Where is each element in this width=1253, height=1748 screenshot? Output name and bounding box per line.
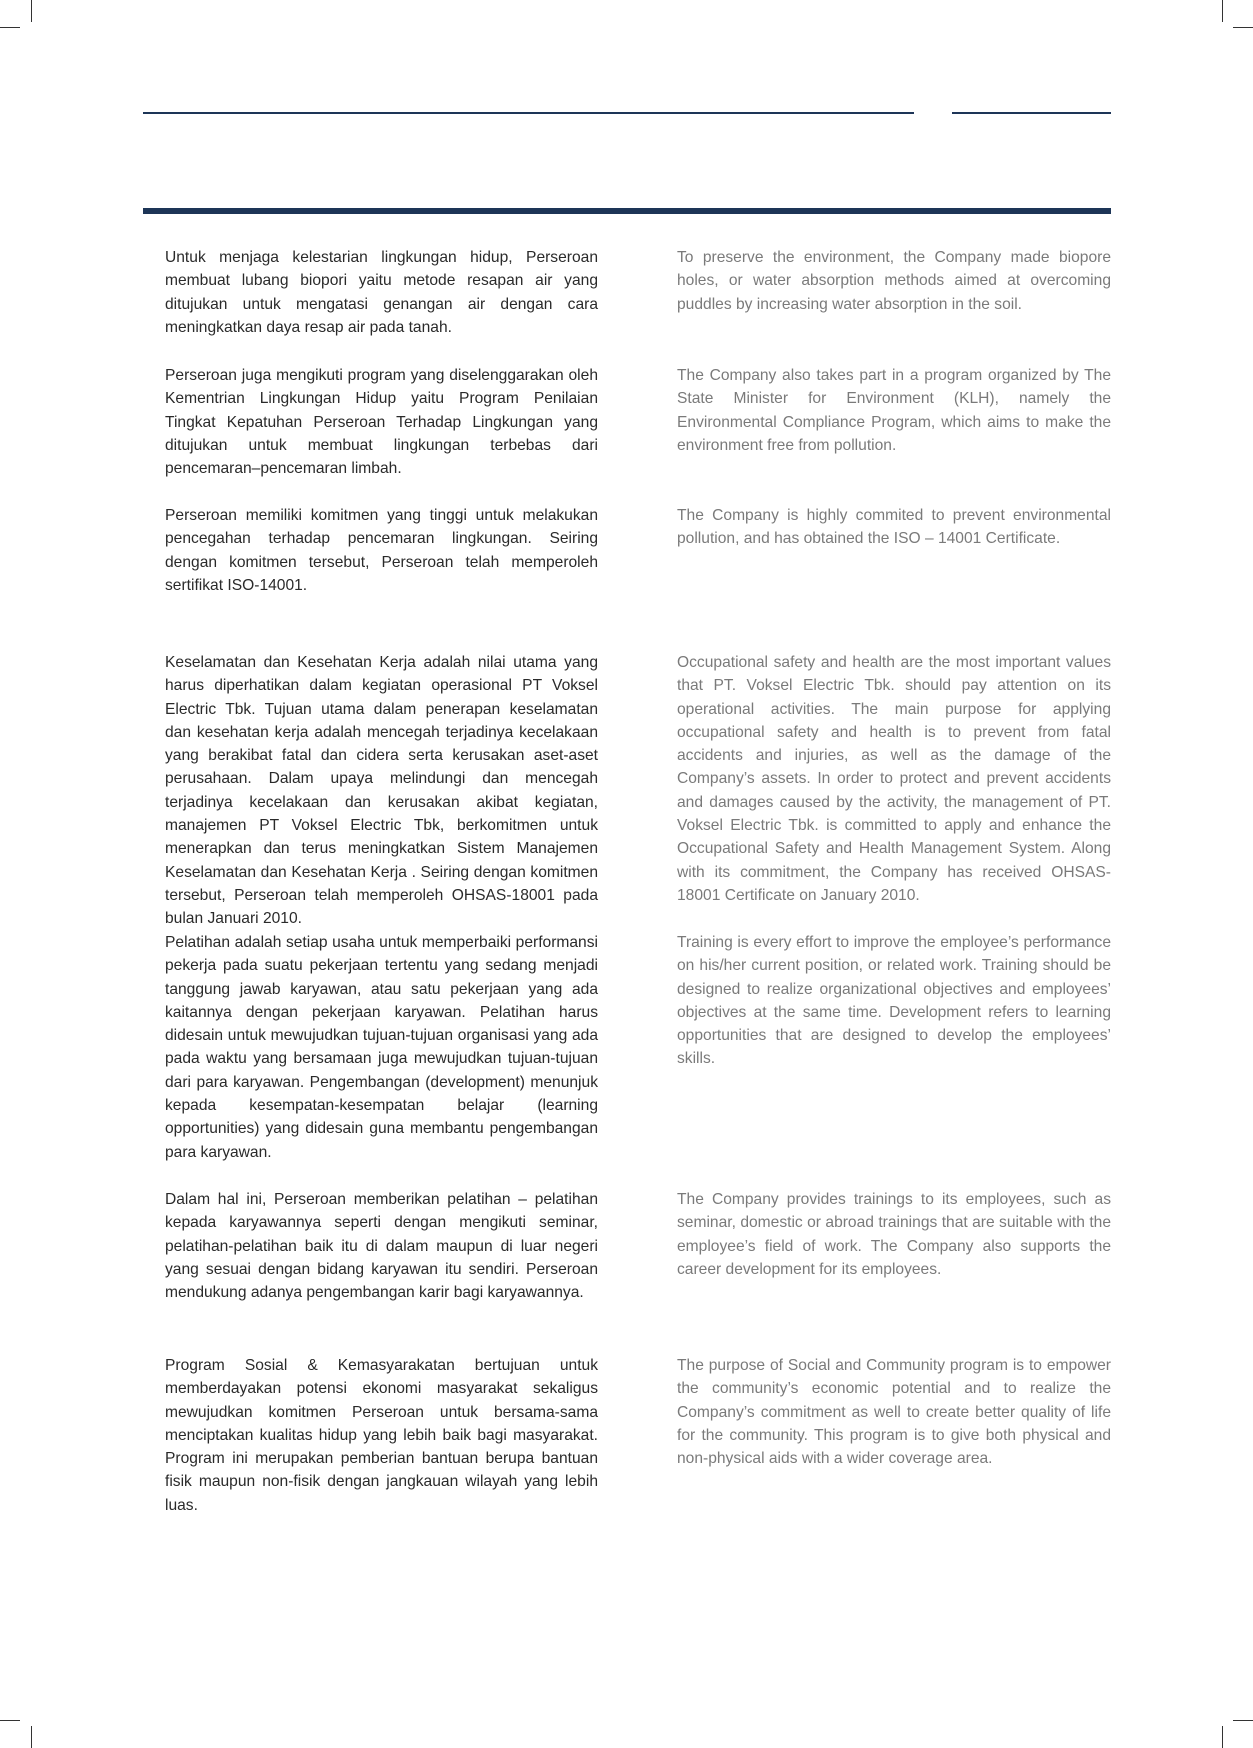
crop-mark	[1222, 0, 1223, 22]
header-rule-left	[143, 112, 914, 114]
paragraph-en-employee-training: The Company provides trainings to its employees, such as seminar, domestic or abroad trainings that are suitable with the employee’s field of work. The Company also supports the career development for its employees.	[677, 1191, 1111, 1278]
paragraph-id-pelatihan-karyawan: Dalam hal ini, Perseroan memberikan pelatihan – pelatihan kepada karyawannya seperti dengan mengikuti seminar, pelatihan-pelatihan baik itu di dalam maupun di luar negeri yang sesuai dengan bidang karyawan itu sendiri. Perseroan mendukung adanya pengembangan karir bagi karyawannya.	[165, 1191, 598, 1302]
crop-mark	[0, 27, 20, 28]
paragraph-en-training: Training is every effort to improve the employee’s performance on his/her current position, or related work. Training should be designed to realize organizational objectives and employees’ objectives at the same time. Development refers to learning opportunities that are designed to develop the employees’ skills.	[677, 934, 1111, 1068]
paragraph-id-iso-14001: Perseroan memiliki komitmen yang tinggi untuk melakukan pencegahan terhadap pencemaran lingkungan. Seiring dengan komitmen tersebut, Perseroan telah memperoleh sertifikat ISO-14001.	[165, 507, 598, 594]
paragraph-id-biopore: Untuk menjaga kelestarian lingkungan hidup, Perseroan membuat lubang biopori yaitu metode resapan air yang ditujukan untuk mengatasi genangan air dengan cara meningkatkan daya resap air pada tanah.	[165, 249, 598, 336]
paragraph-id-klh-program: Perseroan juga mengikuti program yang diselenggarakan oleh Kementrian Lingkungan Hidup yaitu Program Penilaian Tingkat Kepatuhan Perseroan Terhadap Lingkungan yang ditujukan untuk membuat lingkungan terbebas dari pencemaran–pencemaran limbah.	[165, 367, 598, 478]
paragraph-en-biopore: To preserve the environment, the Company made biopore holes, or water absorption methods aimed at overcoming puddles by increasing water absorption in the soil.	[677, 249, 1111, 313]
paragraph-en-social: The purpose of Social and Community program is to empower the community’s economic potential and to realize the Company’s commitment as well to create better quality of life for the community. This program is to give both physical and non-physical aids with a wider coverage area.	[677, 1357, 1111, 1468]
crop-mark	[1233, 1720, 1253, 1721]
crop-mark	[0, 1720, 20, 1721]
paragraph-id-pelatihan: Pelatihan adalah setiap usaha untuk memperbaiki performansi pekerja pada suatu pekerjaan tertentu yang sedang menjadi tanggung jawab karyawan, atau satu pekerjaan yang ada kaitannya dengan pekerjaan karyawan. Pelatihan harus didesain untuk mewujudkan tujuan-tujuan organisasi yang ada pada waktu yang bersamaan juga mewujudkan tujuan-tujuan dari para karyawan. Pengembangan (development) menunjuk kepada kesempatan-kesempatan belajar (learning opportunities) yang didesain guna membantu pengembangan para karyawan.	[165, 934, 598, 1161]
paragraph-en-klh-program: The Company also takes part in a program organized by The State Minister for Environment (KLH), namely the Environmental Compliance Program, which aims to make the environment free from pollution.	[677, 367, 1111, 454]
crop-mark	[1233, 27, 1253, 28]
paragraph-en-ohs: Occupational safety and health are the most important values that PT. Voksel Electric Tbk. should pay attention on its operational activities. The main purpose for applying occupational safety and health is to prevent from fatal accidents and injuries, as well as the damage of the Company’s assets. In order to protect and prevent accidents and damages caused by the activity, the management of PT. Voksel Electric Tbk. is committed to apply and enhance the Occupational Safety and Health Management System. Along with its commitment, the Company has received OHSAS-18001 Certificate on January 2010.	[677, 654, 1111, 904]
section-rule	[143, 208, 1111, 214]
paragraph-id-sosial: Program Sosial & Kemasyarakatan bertujuan untuk memberdayakan potensi ekonomi masyarakat sekaligus mewujudkan komitmen Perseroan untuk bersama-sama menciptakan kualitas hidup yang lebih baik bagi masyarakat. Program ini merupakan pemberian bantuan berupa bantuan fisik maupun non-fisik dengan jangkauan wilayah yang lebih luas.	[165, 1357, 598, 1514]
paragraph-en-iso-14001: The Company is highly commited to prevent environmental pollution, and has obtained the ISO – 14001 Certificate.	[677, 507, 1111, 548]
paragraph-id-k3: Keselamatan dan Kesehatan Kerja adalah nilai utama yang harus diperhatikan dalam kegiatan operasional PT Voksel Electric Tbk. Tujuan utama dalam penerapan keselamatan dan kesehatan kerja adalah mencegah terjadinya kecelakaan yang berakibat fatal dan cidera serta kerusakan aset-aset perusahaan. Dalam upaya melindungi dan mencegah terjadinya kecelakaan dan kerusakan akibat kegiatan, manajemen PT Voksel Electric Tbk, berkomitmen untuk menerapkan dan terus meningkatkan Sistem Manajemen Keselamatan dan Kesehatan Kerja . Seiring dengan komitmen tersebut, Perseroan telah memperoleh OHSAS-18001 pada bulan Januari 2010.	[165, 654, 598, 928]
crop-mark	[31, 1726, 32, 1748]
crop-mark	[31, 0, 32, 22]
crop-mark	[1222, 1726, 1223, 1748]
header-rule-right	[952, 112, 1111, 114]
